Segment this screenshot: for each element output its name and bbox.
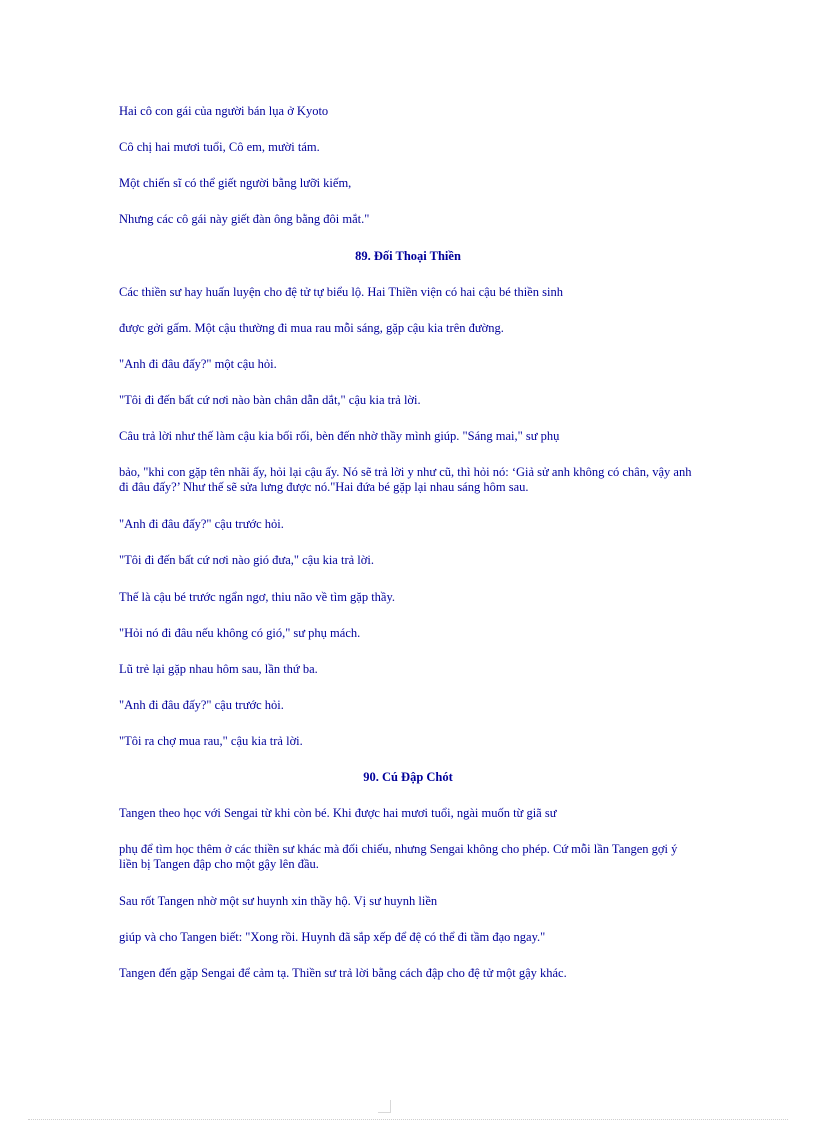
paragraph-line: Các thiền sư hay huấn luyện cho đệ tử tự biểu lộ. Hai Thiền viện có hai cậu bé thiền sinh: [119, 285, 563, 299]
paragraph-line: Câu trả lời như thế làm cậu kia bối rối, bèn đến nhờ thầy mình giúp. "Sáng mai," sư phụ: [119, 429, 560, 443]
section-89-title-text: 89. Đối Thoại Thiền: [355, 249, 461, 263]
paragraph-line: "Tôi đi đến bất cứ nơi nào gió đưa," cậu kia trả lời.: [119, 553, 374, 567]
paragraph-line: "Anh đi đâu đấy?" cậu trước hỏi.: [119, 698, 284, 712]
poem-line-2: Cô chị hai mươi tuổi, Cô em, mười tám.: [119, 140, 320, 154]
paragraph-line: Tangen đến gặp Sengai để cảm tạ. Thiền sư trả lời bằng cách đập cho đệ tử một gậy khác.: [119, 966, 567, 980]
paragraph-line: "Anh đi đâu đấy?" cậu trước hỏi.: [119, 517, 284, 531]
poem-line-4: Nhưng các cô gái này giết đàn ông bằng đôi mắt.": [119, 212, 370, 226]
paragraph-line: Thế là cậu bé trước ngẩn ngơ, thiu não về tìm gặp thầy.: [119, 590, 396, 604]
paragraph-line: "Anh đi đâu đấy?" một cậu hỏi.: [119, 357, 277, 371]
paragraph-line: Lũ trẻ lại gặp nhau hôm sau, lần thứ ba.: [119, 662, 318, 676]
section-89-title: [0, 249, 816, 264]
paragraph-line: giúp và cho Tangen biết: "Xong rồi. Huynh đã sắp xếp để đệ có thể đi tầm đạo ngay.": [119, 930, 546, 944]
page-bottom-border: [28, 1119, 788, 1120]
paragraph-line: phụ để tìm học thêm ở các thiền sư khác mà đối chiếu, nhưng Sengai không cho phép. Cứ mỗi lần Tangen gợi ý liền bị Tangen đập cho một gậy lên đầu.: [119, 842, 678, 871]
paragraph-line: Tangen theo học với Sengai từ khi còn bé. Khi được hai mươi tuổi, ngài muốn từ giã sư: [119, 806, 557, 820]
section-90-title-text: 90. Cú Đập Chót: [363, 770, 453, 784]
section-90-title: [0, 770, 816, 785]
paragraph-line: Sau rốt Tangen nhờ một sư huynh xin thầy hộ. Vị sư huynh liền: [119, 894, 438, 908]
paragraph-line: bảo, "khi con gặp tên nhãi ấy, hỏi lại cậu ấy. Nó sẽ trả lời y như cũ, thì hỏi nó: ‘Giả sử anh không có chân, vậy anh đi đâu đấy?’ Như thế sẽ sửa lưng được nó."Hai đứa bé gặp lại nhau sáng hôm sau.: [119, 465, 692, 494]
paragraph-line: "Hỏi nó đi đâu nếu không có gió," sư phụ mách.: [119, 626, 361, 640]
poem-line-1: Hai cô con gái của người bán lụa ở Kyoto: [119, 104, 329, 118]
poem-line-3: Một chiến sĩ có thể giết người bằng lưỡi kiếm,: [119, 176, 352, 190]
page-corner-mark: [378, 1100, 391, 1113]
paragraph-line: được gởi gấm. Một cậu thường đi mua rau mỗi sáng, gặp cậu kia trên đường.: [119, 321, 504, 335]
paragraph-line: "Tôi đi đến bất cứ nơi nào bàn chân dẫn dắt," cậu kia trả lời.: [119, 393, 421, 407]
paragraph-line: "Tôi ra chợ mua rau," cậu kia trả lời.: [119, 734, 303, 748]
